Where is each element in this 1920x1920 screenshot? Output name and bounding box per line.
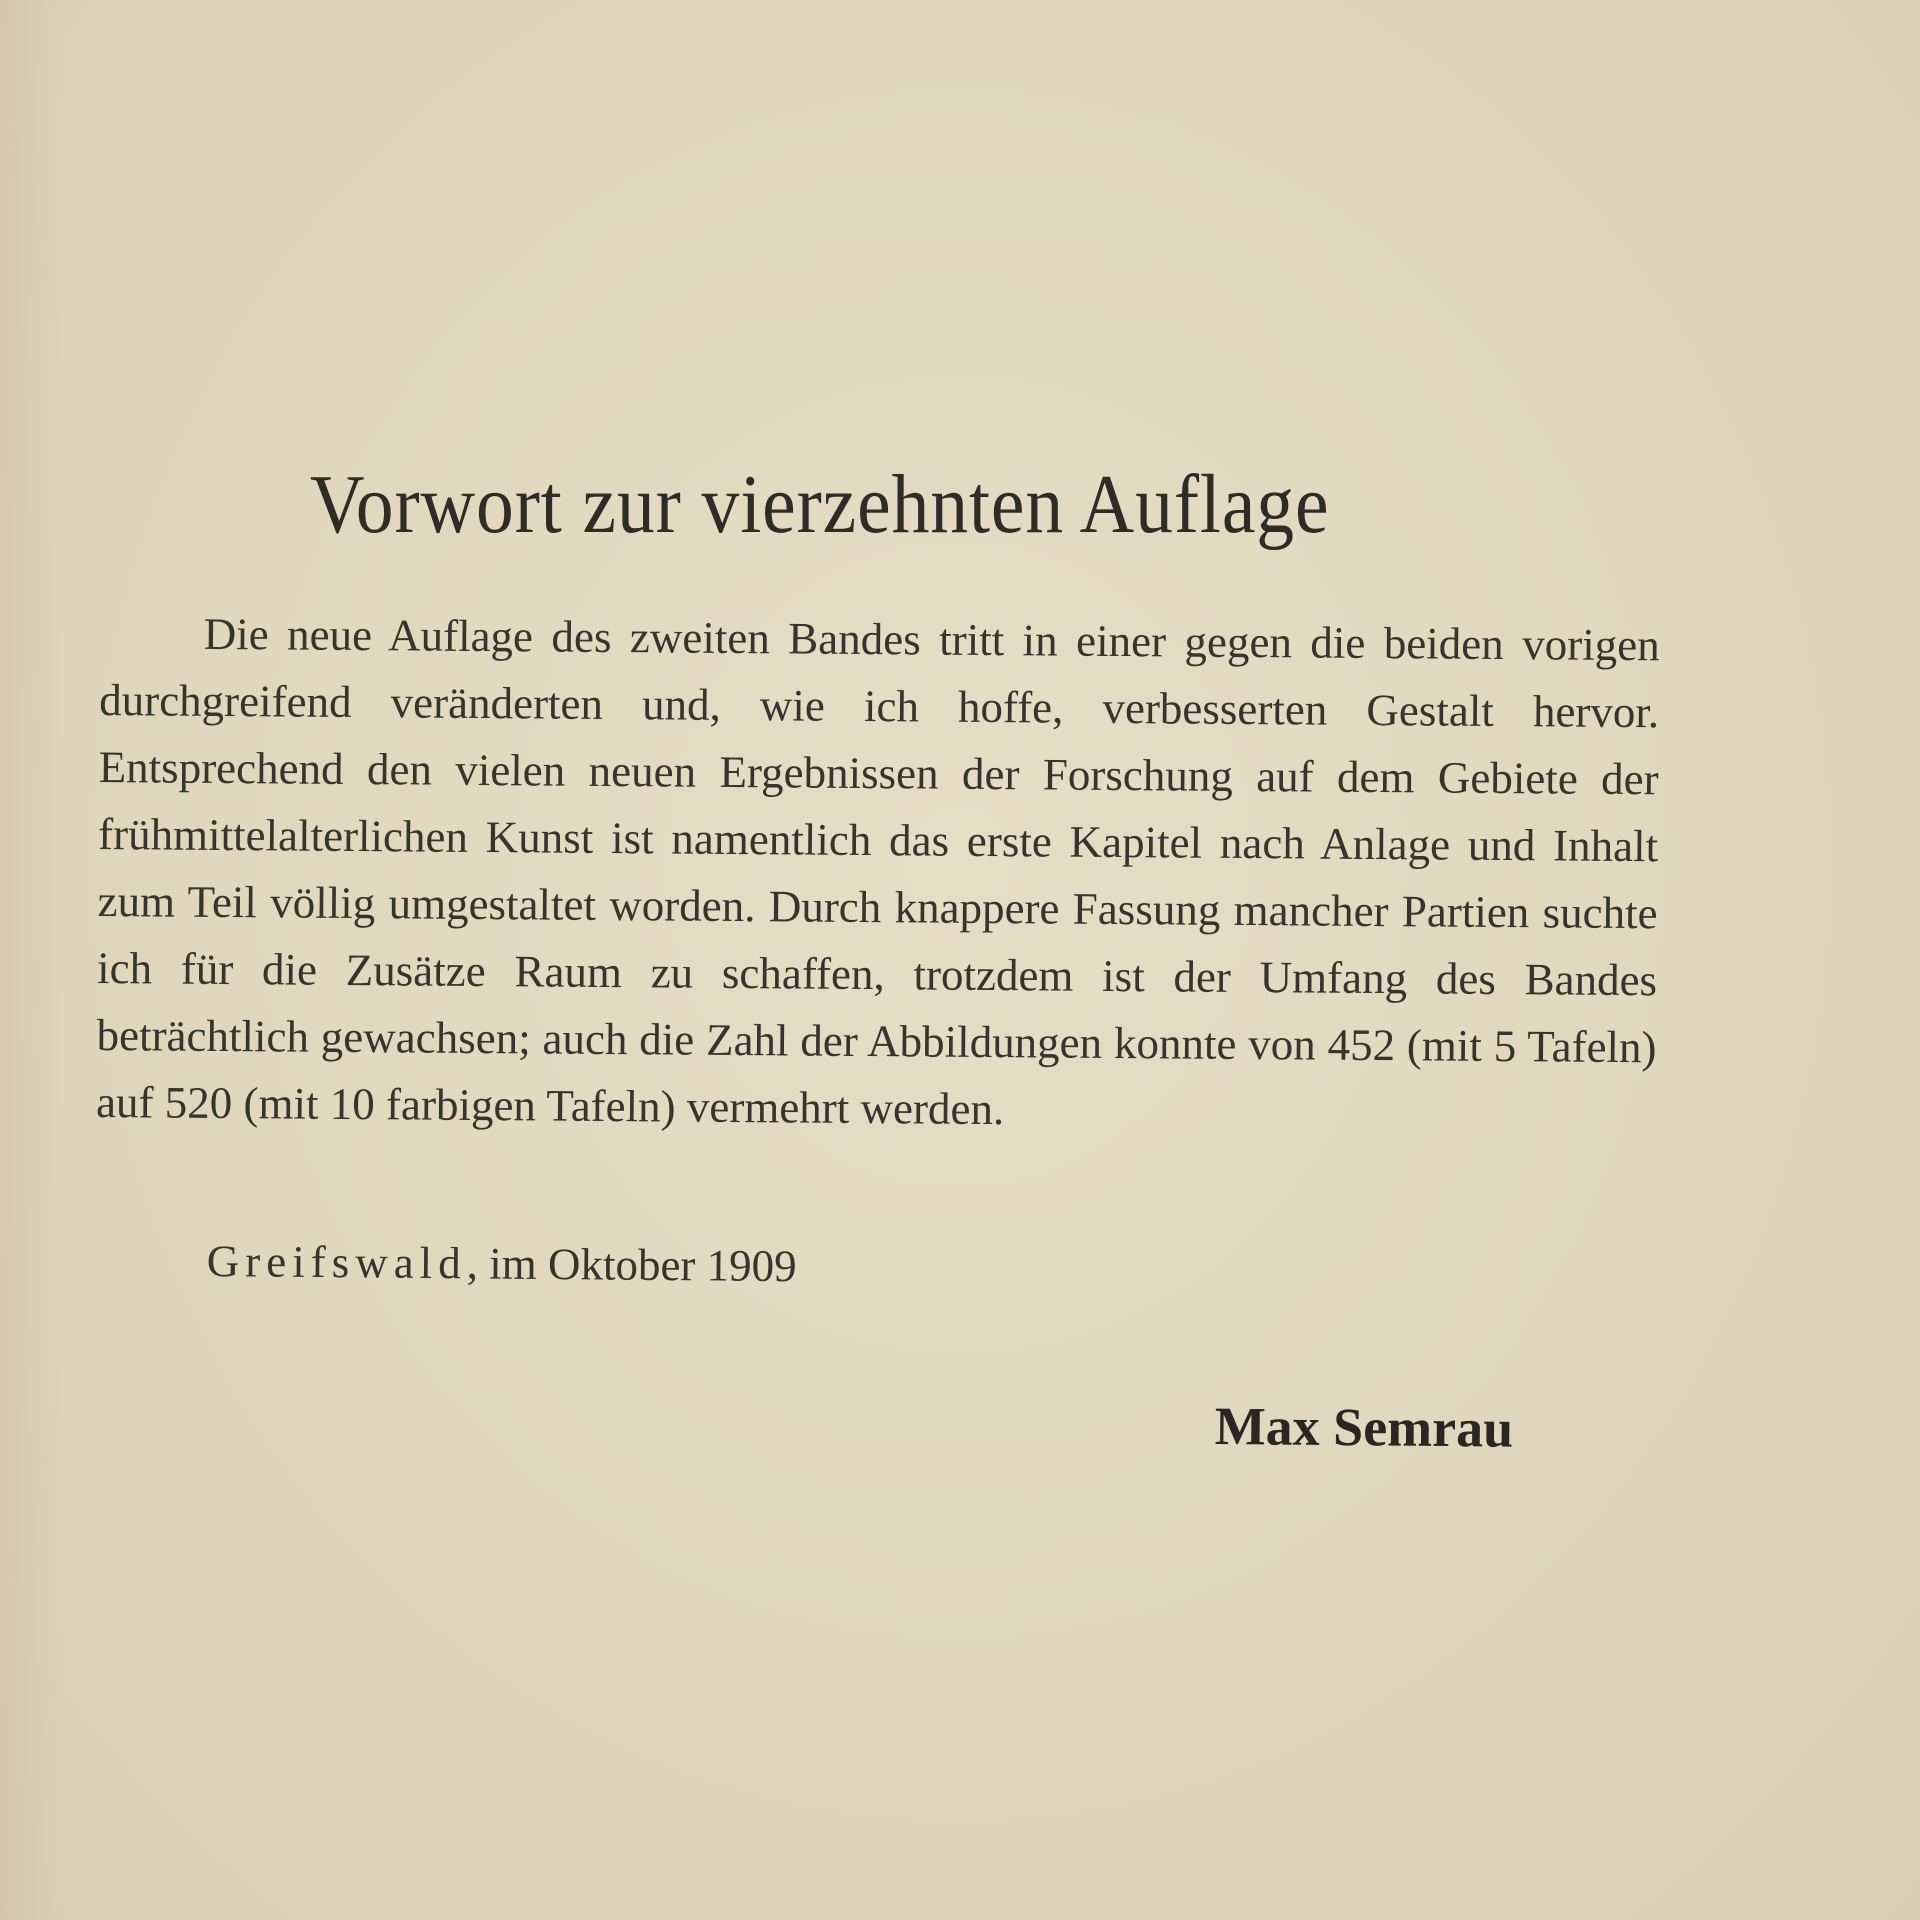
preface-paragraph: Die neue Auflage des zweiten Bandes tritt in einer gegen die beiden vorigen durchgreifend veränderten und, wie ich hoffe, verbesserten Gestalt hervor. Entsprechend den vielen neuen Ergebnissen der Forschung auf dem Gebiete der frühmittelalterlichen Kunst ist namentlich das erste Kapitel nach Anlage und Inhalt zum Teil völlig umgestaltet worden. Durch knappere Fassung mancher Partien suchte ich für die Zusätze Raum zu schaffen, trotzdem ist der Umfang des Bandes beträchtlich gewachsen; auch die Zahl der Abbildungen konnte von 452 (mit 5 Tafeln) auf 520 (mit 10 farbigen Tafeln) vermehrt werden. <box>95 608 1660 1135</box>
page-title: Vorwort zur vierzehnten Auflage <box>310 458 1330 552</box>
place-and-date <box>207 1235 797 1292</box>
author-signature: Max Semrau <box>1214 1396 1514 1459</box>
date-text: , im Oktober 1909 <box>466 1238 797 1292</box>
place-name: Greifswald <box>206 1236 467 1289</box>
